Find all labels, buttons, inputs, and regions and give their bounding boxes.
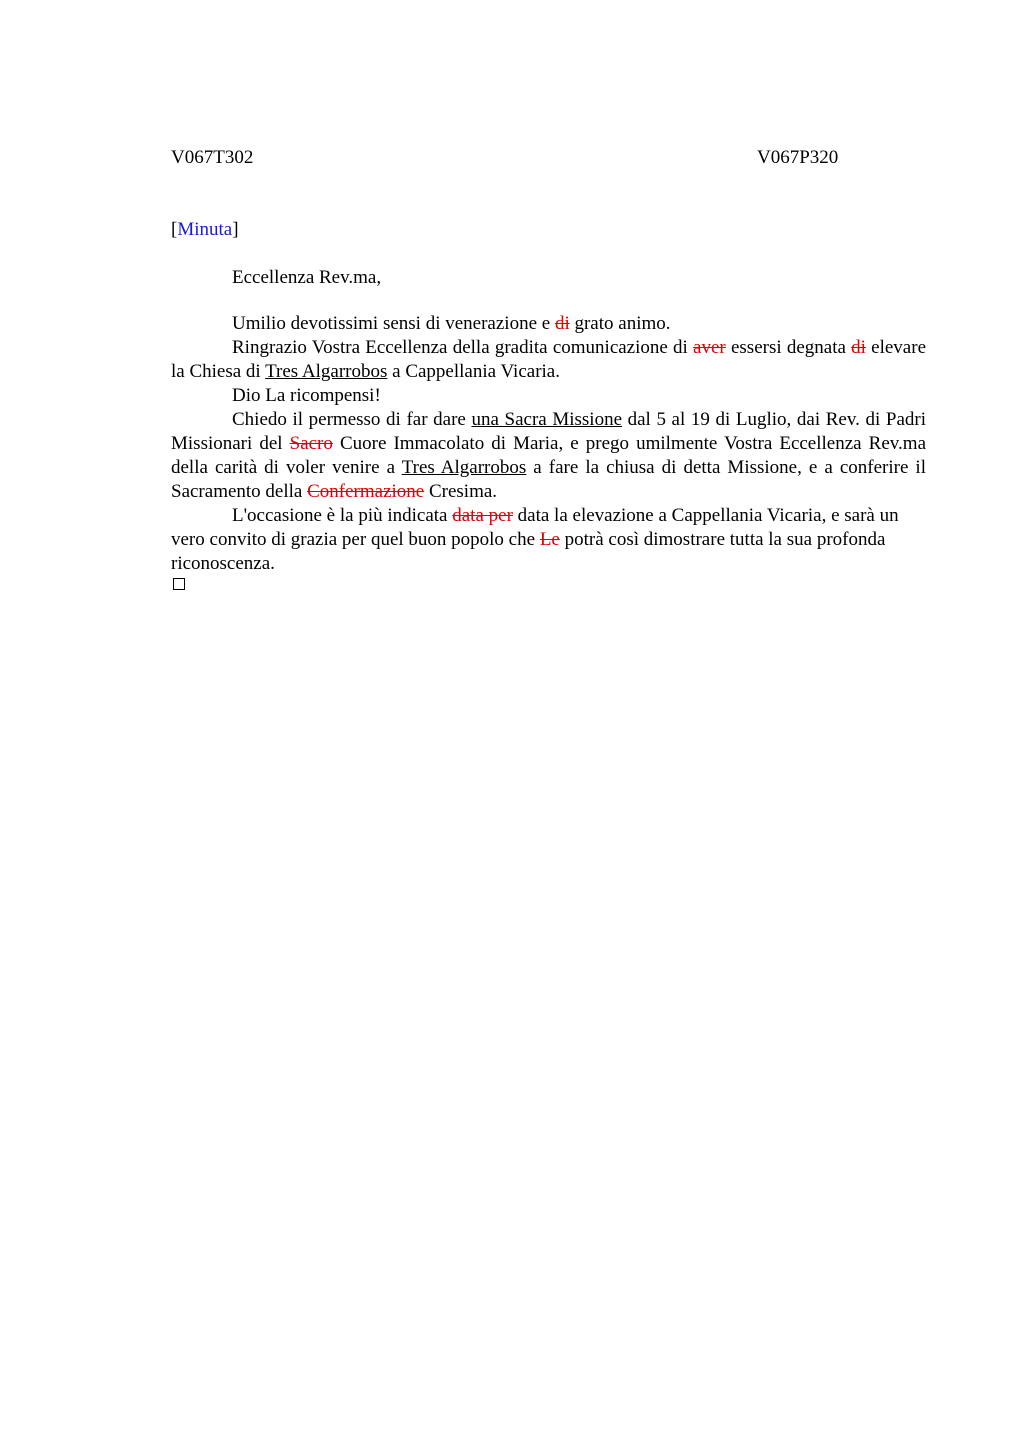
annotation-label: Minuta bbox=[177, 219, 233, 240]
draft-annotation bbox=[171, 218, 239, 242]
deleted-text: data per bbox=[452, 505, 513, 526]
deleted-text: Confermazione bbox=[307, 481, 425, 502]
text-run: Cresima. bbox=[424, 481, 498, 502]
text-run: essersi degnata bbox=[725, 337, 852, 358]
end-of-text-box-icon bbox=[173, 578, 185, 590]
salutation: Eccellenza Rev.ma, bbox=[232, 267, 382, 288]
text-run: Ringrazio Vostra Eccellenza della gradita comunicazione di bbox=[232, 337, 694, 358]
text-run: dal 5 al 19 di Luglio, dai Rev. di Padri Missionari del bbox=[171, 409, 926, 454]
paragraph-1 bbox=[171, 312, 926, 336]
text-run: grato animo. bbox=[569, 313, 671, 334]
text-run: elevare la Chiesa di bbox=[171, 337, 926, 382]
paragraph-2 bbox=[171, 336, 926, 384]
deleted-text: Le bbox=[539, 529, 560, 550]
underlined-place-name: Tres Algarrobos bbox=[401, 457, 527, 478]
underlined-mission: una Sacra Missione bbox=[471, 409, 622, 430]
text-run: Cuore Immacolato di Maria, e prego umilmente Vostra Eccellenza Rev.ma della carità di voler venire a bbox=[171, 433, 926, 478]
text-run: Dio La ricompensi! bbox=[232, 385, 381, 406]
paragraph-4 bbox=[171, 408, 926, 504]
deleted-text: Sacro bbox=[289, 433, 333, 454]
annotation-close-bracket: ] bbox=[232, 219, 239, 240]
letter-body bbox=[171, 312, 926, 576]
text-run: L'occasione è la più indicata bbox=[232, 505, 453, 526]
paragraph-3 bbox=[171, 384, 926, 408]
text-run: data la elevazione a Cappellania Vicaria, e sarà un vero convito di grazia per quel buon popolo che bbox=[171, 505, 899, 550]
text-run: potrà così dimostrare tutta la sua profonda riconoscenza. bbox=[171, 529, 886, 574]
paragraph-5 bbox=[171, 504, 926, 576]
text-run: Chiedo il permesso di far dare bbox=[232, 409, 472, 430]
annotation-open-bracket: [ bbox=[171, 219, 178, 240]
text-run: Umilio devotissimi sensi di venerazione e bbox=[232, 313, 555, 334]
deleted-text: di bbox=[851, 337, 866, 358]
deleted-text: di bbox=[554, 313, 570, 334]
text-run: a fare la chiusa di detta Missione, e a conferire il Sacramento della bbox=[171, 457, 926, 502]
text-run: a Cappellania Vicaria. bbox=[387, 361, 560, 382]
deleted-text: aver bbox=[693, 337, 726, 358]
document-code-right: V067P320 bbox=[757, 147, 839, 168]
underlined-place-name: Tres Algarrobos bbox=[265, 361, 388, 382]
document-code-left: V067T302 bbox=[171, 147, 254, 168]
